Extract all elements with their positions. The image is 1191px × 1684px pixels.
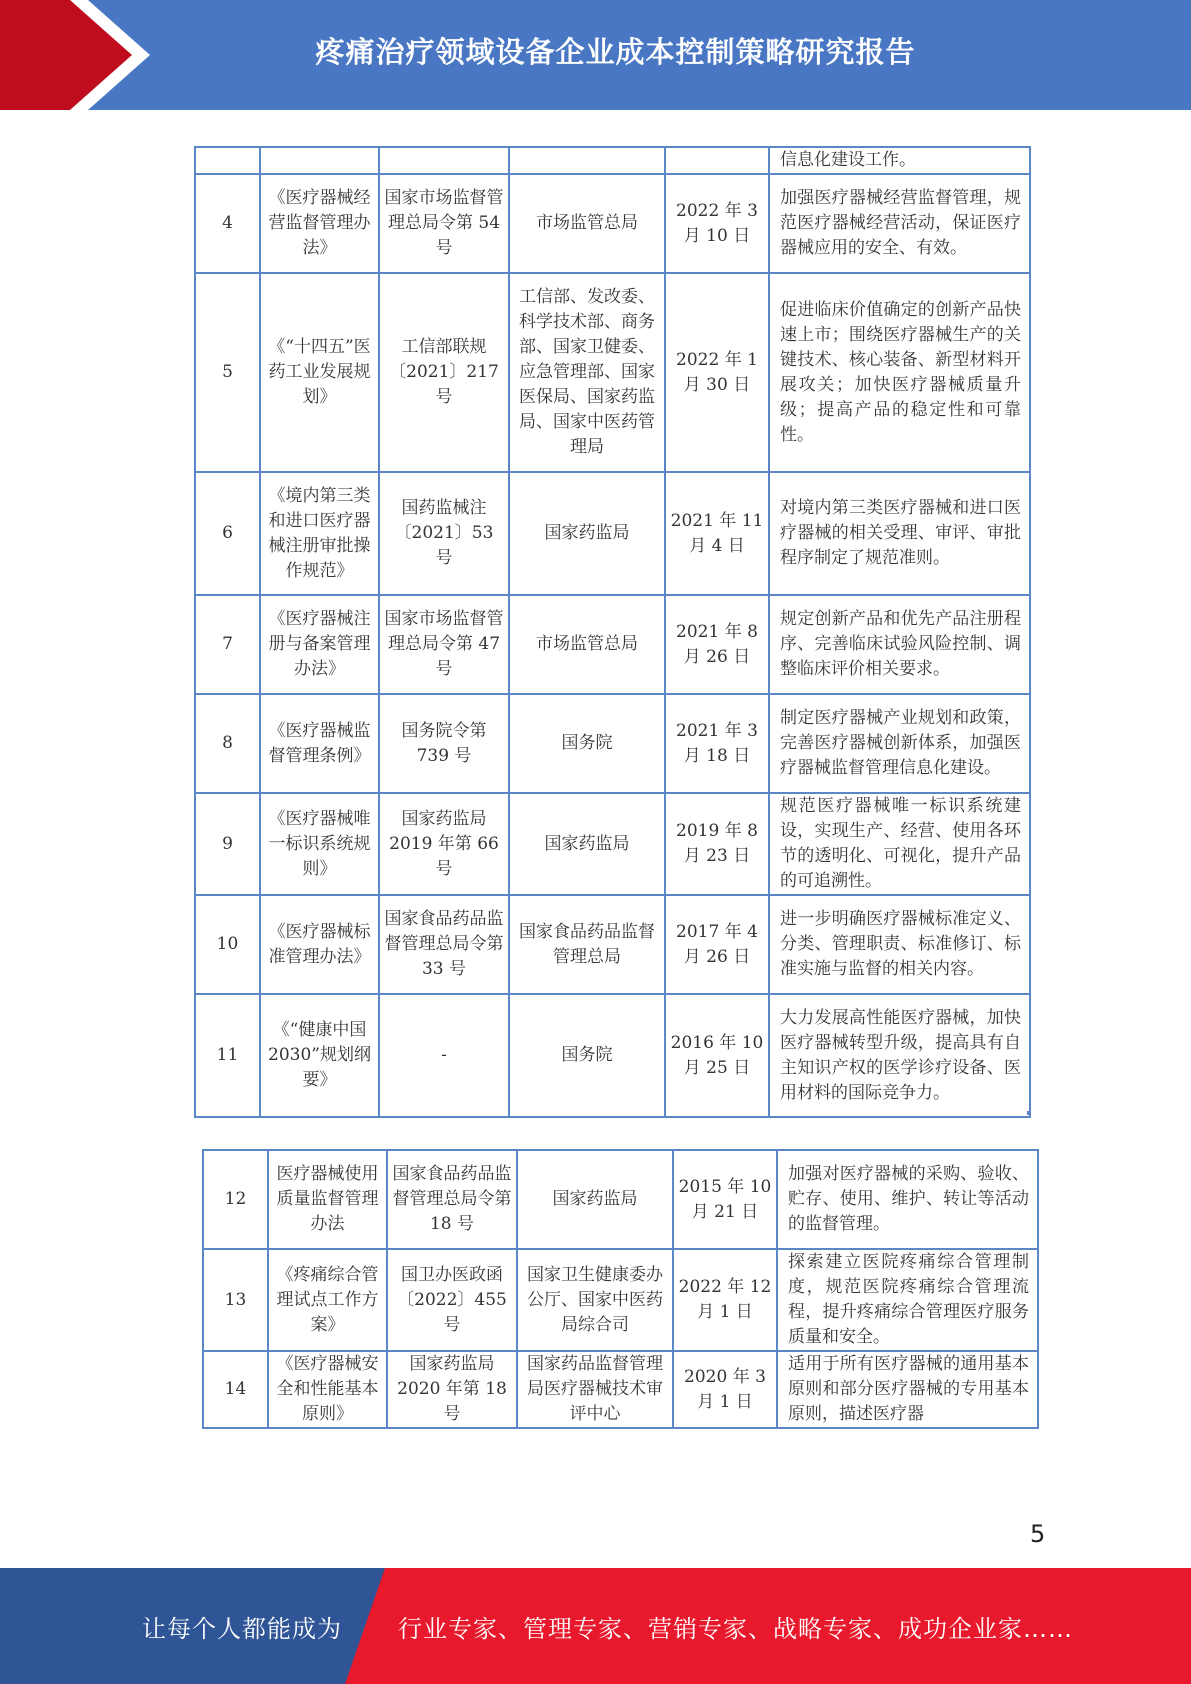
cell-dept: 国务院: [509, 994, 665, 1117]
cell-desc: 信息化建设工作。: [769, 147, 1030, 174]
cell-no: 9: [195, 793, 260, 895]
cell-no: 7: [195, 595, 260, 694]
cell-desc: 适用于所有医疗器械的通用基本原则和部分医疗器械的专用基本原则，描述医疗器: [777, 1351, 1038, 1428]
table-row: [195, 895, 1030, 994]
cell-dept: 国家药监局: [509, 793, 665, 895]
cell-desc: 规范医疗器械唯一标识系统建设，实现生产、经营、使用各环节的透明化、可视化，提升产品的可追溯性。: [769, 793, 1030, 895]
cell-name: 《医疗器械注册与备案管理办法》: [260, 595, 379, 694]
cell-date: 2022 年 12 月 1 日: [673, 1249, 777, 1351]
cell-dept: 工信部、发改委、科学技术部、商务部、国家卫健委、应急管理部、国家医保局、国家药监局、国家中医药管理局: [509, 273, 665, 472]
cell-desc: 加强医疗器械经营监督管理，规范医疗器械经营活动，保证医疗器械应用的安全、有效。: [769, 174, 1030, 273]
cell-date: 2022 年 3 月 10 日: [665, 174, 769, 273]
table-row: [195, 472, 1030, 595]
cell-name: 医疗器械使用质量监督管理办法: [268, 1150, 387, 1249]
cell-no: 8: [195, 694, 260, 793]
cell-name: 《疼痛综合管理试点工作方案》: [268, 1249, 387, 1351]
cell-name: 《医疗器械唯一标识系统规则》: [260, 793, 379, 895]
cell-date: 2021 年 8 月 26 日: [665, 595, 769, 694]
cell-date: 2022 年 1 月 30 日: [665, 273, 769, 472]
cell-name: 《“健康中国 2030”规划纲要》: [260, 994, 379, 1117]
cell-name: 《医疗器械安全和性能基本原则》: [268, 1351, 387, 1428]
cell-dept: 市场监管总局: [509, 595, 665, 694]
cell-name: [260, 147, 379, 174]
cell-date: 2015 年 10 月 21 日: [673, 1150, 777, 1249]
cell-desc: 规定创新产品和优先产品注册程序、完善临床试验风险控制、调整临床评价相关要求。: [769, 595, 1030, 694]
cell-date: 2019 年 8 月 23 日: [665, 793, 769, 895]
header-title: 疼痛治疗领域设备企业成本控制策略研究报告: [315, 34, 916, 69]
cell-dept: 国家卫生健康委办公厅、国家中医药局综合司: [517, 1249, 673, 1351]
cell-date: [665, 147, 769, 174]
cell-date: 2021 年 11 月 4 日: [665, 472, 769, 595]
table-row: [195, 174, 1030, 273]
cell-no: 6: [195, 472, 260, 595]
page-header: [0, 0, 1191, 110]
page-footer: [0, 1568, 1191, 1684]
cell-dept: 国家药监局: [517, 1150, 673, 1249]
cell-dept: 市场监管总局: [509, 174, 665, 273]
regulation-table-1: [194, 146, 1031, 1118]
cell-name: 《医疗器械监督管理条例》: [260, 694, 379, 793]
cell-doc: 国药监械注〔2021〕53 号: [379, 472, 509, 595]
cell-doc: [379, 147, 509, 174]
cell-no: 11: [195, 994, 260, 1117]
cell-dept: 国家药监局: [509, 472, 665, 595]
cell-date: 2021 年 3 月 18 日: [665, 694, 769, 793]
cell-desc: 加强对医疗器械的采购、验收、贮存、使用、维护、转让等活动的监督管理。: [777, 1150, 1038, 1249]
cell-desc: 制定医疗器械产业规划和政策，完善医疗器械创新体系，加强医疗器械监督管理信息化建设。: [769, 694, 1030, 793]
page-number: 5: [1030, 1520, 1046, 1548]
cell-no: 10: [195, 895, 260, 994]
table-row: [203, 1351, 1038, 1428]
table-row: [195, 793, 1030, 895]
cell-desc: 大力发展高性能医疗器械，加快医疗器械转型升级，提高具有自主知识产权的医学诊疗设备、医用材料的国际竞争力。: [769, 994, 1030, 1117]
cell-doc: 国卫办医政函〔2022〕455 号: [387, 1249, 517, 1351]
cell-name: 《医疗器械经营监督管理办法》: [260, 174, 379, 273]
table-row: [195, 694, 1030, 793]
cell-name: 《境内第三类和进口医疗器械注册审批操作规范》: [260, 472, 379, 595]
cell-desc: 促进临床价值确定的创新产品快速上市；围绕医疗器械生产的关键技术、核心装备、新型材料开展攻关；加快医疗器械质量升级；提高产品的稳定性和可靠性。: [769, 273, 1030, 472]
cell-date: 2017 年 4 月 26 日: [665, 895, 769, 994]
cell-desc: 进一步明确医疗器械标准定义、分类、管理职责、标准修订、标准实施与监督的相关内容。: [769, 895, 1030, 994]
cell-dept: 国家药品监督管理局医疗器械技术审评中心: [517, 1351, 673, 1428]
cell-name: 《“十四五”医药工业发展规划》: [260, 273, 379, 472]
cell-doc: 国家市场监督管理总局令第 47 号: [379, 595, 509, 694]
footer-slogan-right: 行业专家、管理专家、营销专家、战略专家、成功企业家……: [398, 1614, 1073, 1643]
cell-doc: 国家食品药品监督管理总局令第 33 号: [379, 895, 509, 994]
cell-doc: 国家药监局 2019 年第 66 号: [379, 793, 509, 895]
cell-dept: 国务院: [509, 694, 665, 793]
cell-no: 13: [203, 1249, 268, 1351]
cell-dept: [509, 147, 665, 174]
table-row: [203, 1150, 1038, 1249]
table-row: [195, 994, 1030, 1117]
table-row: [195, 595, 1030, 694]
cell-no: 12: [203, 1150, 268, 1249]
cell-no: 14: [203, 1351, 268, 1428]
footer-slogan-left: 让每个人都能成为: [142, 1614, 342, 1643]
table-row: [195, 147, 1030, 174]
cell-no: 5: [195, 273, 260, 472]
cell-no: 4: [195, 174, 260, 273]
regulation-table-2: [202, 1149, 1039, 1429]
cell-doc: 国家食品药品监督管理总局令第 18 号: [387, 1150, 517, 1249]
table-row: [203, 1249, 1038, 1351]
cell-doc: 国务院令第 739 号: [379, 694, 509, 793]
cell-doc: 工信部联规〔2021〕217 号: [379, 273, 509, 472]
cell-no: [195, 147, 260, 174]
cell-desc: 探索建立医院疼痛综合管理制度，规范医院疼痛综合管理流程，提升疼痛综合管理医疗服务质量和安全。: [777, 1249, 1038, 1351]
cell-doc: -: [379, 994, 509, 1117]
cell-doc: 国家药监局 2020 年第 18 号: [387, 1351, 517, 1428]
cell-date: 2020 年 3 月 1 日: [673, 1351, 777, 1428]
cell-desc: 对境内第三类医疗器械和进口医疗器械的相关受理、审评、审批程序制定了规范准则。: [769, 472, 1030, 595]
cell-name: 《医疗器械标准管理办法》: [260, 895, 379, 994]
cell-dept: 国家食品药品监督管理总局: [509, 895, 665, 994]
table-continuation-marks: [194, 1111, 1029, 1115]
table-row: [195, 273, 1030, 472]
cell-doc: 国家市场监督管理总局令第 54 号: [379, 174, 509, 273]
cell-date: 2016 年 10 月 25 日: [665, 994, 769, 1117]
